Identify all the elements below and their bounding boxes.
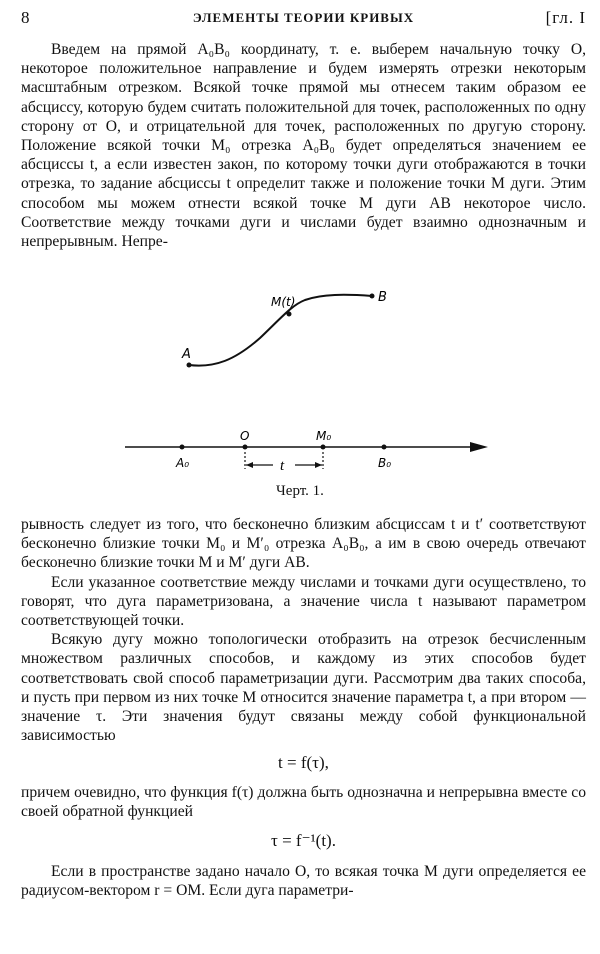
point-b <box>370 294 375 299</box>
label-a0: A₀ <box>176 456 190 470</box>
t-arrow-left <box>246 462 253 468</box>
point-b0 <box>382 445 387 450</box>
paragraph: рывность следует из того, что бесконечно близким абсциссам t и t′ соответствуют бесконечно близкие точки M₀ и M′₀ отрезка A₀B₀, а им в свою очередь отвечают бесконечно близкие точки M и M′ дуги AB. <box>21 516 586 572</box>
point-o <box>243 445 248 450</box>
chapter-marker: [гл. I <box>545 8 586 27</box>
label-m-t: M(t) <box>271 295 296 309</box>
point-a0 <box>180 445 185 450</box>
paragraph: причем очевидно, что функция f(τ) должна быть однозначна и непрерывна вместе со своей обратной функцией <box>21 783 586 820</box>
paragraph: Если в пространстве задано начало O, то всякая точка M дуги определяется ее радиусом-вектором r = OM. Если дуга параметри- <box>21 863 586 900</box>
paragraph: Всякую дугу можно топологически отобразить на отрезок бесчисленным множеством различных способов, и каждому из этих способов будет соответствовать свой способ параметризации дуги. Рассмотрим два таких способа, и пусть при первом из них точке M относится значение параметра t, а при втором — значение τ. Эти значения будут связаны между собой функциональной зависимостью <box>21 631 586 745</box>
point-m <box>287 312 292 317</box>
formula-2: τ = f⁻¹(t). <box>271 831 336 851</box>
label-o: O <box>240 429 250 443</box>
label-t: t <box>280 458 285 474</box>
text-block-bottom <box>21 515 586 901</box>
label-m0: M₀ <box>316 429 332 443</box>
running-title: ЭЛЕМЕНТЫ ТЕОРИИ КРИВЫХ <box>192 10 415 25</box>
formula-1: t = f(τ), <box>278 753 329 773</box>
axis-arrowhead <box>470 442 488 452</box>
point-a <box>187 363 192 368</box>
label-b: B <box>378 290 387 305</box>
t-arrow-right <box>315 462 322 468</box>
label-a: A <box>182 347 191 362</box>
figure-caption: Черт. 1. <box>276 483 324 499</box>
page-number: 8 <box>21 8 30 27</box>
paragraph: Введем на прямой A₀B₀ координату, т. е. выберем начальную точку O, некоторое положительное направление и будем измерять отрезки некоторым масштабным отрезком. Всякой точке прямой мы отнесем таким образом ее абсциссу, которую будем считать положительной для точек, расположенных по одну сторону от O, и отрицательной для точек, расположенных по другую сторону. Положение всякой точки M₀ отрезка A₀B₀ будет определяться значением ее абсциссы t, а если известен закон, по которому точки дуги отображаются в точки отрезка, то задание абсциссы t определит также и положение точки M дуги. Этим способом мы можем отнести всякой точке M дуги AB некоторое число. Соответствие между точками дуги и числами будет взаимно однозначным и непрерывным. Непре- <box>21 41 586 251</box>
paragraph: Если указанное соответствие между числами и точками дуги осуществлено, то говорят, что дуга параметризована, а значение числа t называют параметром соответствующей точки. <box>21 573 586 630</box>
label-b0: B₀ <box>378 456 392 470</box>
point-m0 <box>321 445 326 450</box>
